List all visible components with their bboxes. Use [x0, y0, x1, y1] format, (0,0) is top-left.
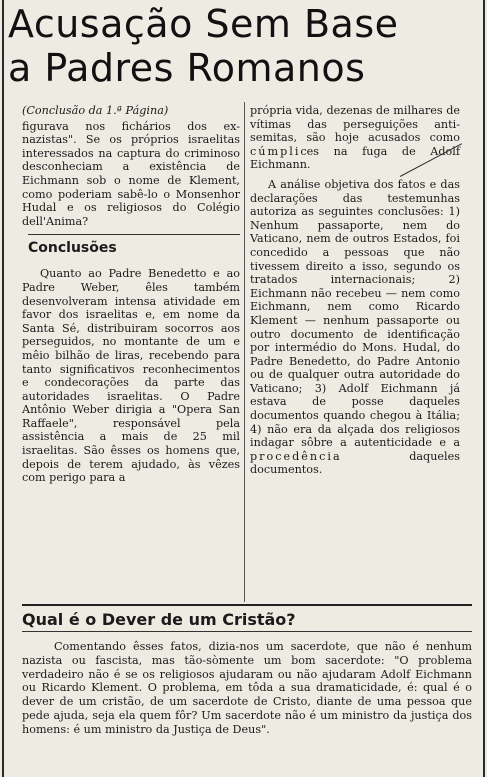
right-p2-text-a: A análise objetiva dos fatos e das declarações das testemunhas autoriza as seguintes conclusões: 1) Nenhum passaporte, nem do Vaticano, nem de outros Estados, foi concedido a pessoas que não tivessem direito a isso, segundo os tratados internacionais; 2) Eichmann não recebeu — nem como Eichmann, nem como Ricardo Klement — nenhum passaporte ou outro documento de identificação por intermédio do Mons. Hudal, do Padre Benedetto, do Padre Antonio ou de qualquer outra autoridade do Vaticano; 3) Adolf Eichmann já estava de posse daqueles documentos quando chegou à Itália; 4) não era da alçada dos religiosos indagar sôbre a autenticidade e a	[250, 177, 460, 450]
bottom-section-text	[22, 640, 472, 737]
headline-line-2: a Padres Romanos	[8, 46, 366, 90]
bottom-section-heading: Qual é o Dever de um Cristão?	[22, 604, 472, 630]
right-p1-spaced: cúmpli	[250, 144, 301, 158]
article-headline	[8, 2, 480, 90]
right-p1-text-b: ces na fuga de Adolf Eichmann.	[250, 144, 460, 172]
left-paragraph-1: figurava nos fichários dos ex-nazistas". Se os próprios israelitas interessados na captura do criminoso desconheciam a existência de Eichmann sob o nome de Klement, como poderiam sabê-lo o Monsenhor Hudal e os religiosos do Colégio dell'Anima?	[22, 119, 240, 228]
continuation-note: (Conclusão da 1.ª Página)	[22, 104, 169, 117]
right-p1-text-a: própria vida, dezenas de milhares de vítimas das perseguições anti-semitas, são hoje acusados como	[250, 104, 460, 145]
left-paragraph-2: Quanto ao Padre Benedetto e ao Padre Weber, êles também desenvolveram intensa atividade em favor dos israelitas e, em nome da Santa Sé, distribuiram socorros aos perseguidos, no montante de um e mêio bilhão de liras, recebendo para tanto significativos reconhecimentos e condecorações da parte das autoridades israelitas. O Padre Antônio Weber dirigia a "Opera San Raffaele", responsável pela assistência a mais de 25 mil israelitas. São êsses os homens que, depois de terem ajudado, às vêzes com perigo para a	[22, 267, 240, 485]
column-separator	[244, 102, 245, 602]
bottom-paragraph: Comentando êsses fatos, dizia-nos um sacerdote, que não é nenhum nazista ou fascista, mas tão-sòmente um bom sacerdote: "O problema verdadeiro não é se os religiosos ajudaram ou não ajudaram Adolf Eichmann ou Ricardo Klement. O problema, em tôda a sua dramaticidade, é: qual é o dever de um cristão, de um sacerdote de Cristo, diante de uma pessoa que pede ajuda, seja ela quem fôr? Um sacerdote não é um ministro da justiça dos homens: é um ministro da Justiça de Deus".	[22, 640, 472, 736]
section-subhead: Conclusões	[28, 234, 240, 257]
right-p2-spaced: procedência	[250, 449, 342, 463]
right-border-rule	[483, 0, 485, 777]
bottom-heading-rule	[22, 631, 472, 632]
right-paragraph-2	[250, 178, 460, 477]
left-column	[22, 104, 240, 485]
left-border-rule	[2, 0, 4, 777]
right-p2-text-b: daqueles documentos.	[250, 449, 460, 477]
headline-line-1: Acusação Sem Base	[8, 2, 399, 46]
